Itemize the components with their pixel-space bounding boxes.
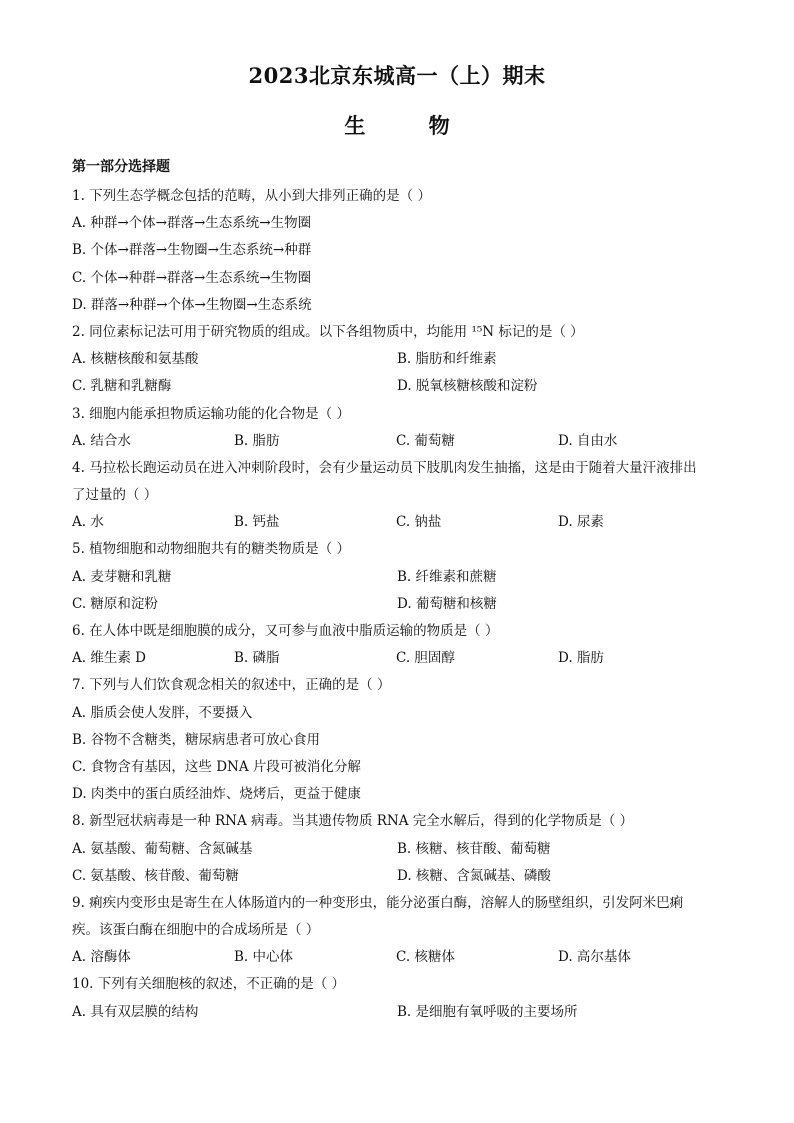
option: B. 磷脂	[234, 650, 280, 667]
question-stem: 5. 植物细胞和动物细胞共有的糖类物质是（ ）	[72, 541, 350, 558]
option: C. 氨基酸、核苷酸、葡萄糖	[72, 867, 239, 884]
option: C. 糖原和淀粉	[72, 595, 158, 612]
option: A. 种群→个体→群落→生态系统→生物圈	[72, 215, 312, 232]
question-stem: 4. 马拉松长跑运动员在进入冲刺阶段时，会有少量运动员下肢肌肉发生抽搐，这是由于随着大量汗液排出	[72, 459, 697, 476]
question-list	[72, 183, 732, 1026]
option: D. 核糖、含氮碱基、磷酸	[397, 867, 551, 884]
option: C. 钠盐	[396, 514, 442, 531]
question-stem: 9. 痢疾内变形虫是寄生在人体肠道内的一种变形虫，能分泌蛋白酶，溶解人的肠壁组织，引发阿米巴痢	[72, 894, 684, 911]
question-stem: 疾。该蛋白酶在细胞中的合成场所是（ ）	[72, 922, 320, 939]
option-row	[72, 645, 732, 672]
option: B. 纤维素和蔗糖	[397, 568, 497, 585]
question-stem: 2. 同位素标记法可用于研究物质的组成。以下各组物质中，均能用 ¹⁵N 标记的是（ ）	[72, 323, 584, 340]
option: C. 食物含有基因，这些 DNA 片段可被消化分解	[72, 758, 361, 775]
question-stem: 1. 下列生态学概念包括的范畴，从小到大排列正确的是（ ）	[72, 188, 431, 204]
question-stem: 10. 下列有关细胞核的叙述，不正确的是（ ）	[72, 976, 346, 993]
option-row	[72, 509, 732, 536]
option: D. 群落→种群→个体→生物圈→生态系统	[72, 296, 312, 313]
option-row	[72, 373, 732, 400]
option: D. 脱氧核糖核酸和淀粉	[397, 378, 538, 395]
option: C. 个体→种群→群落→生态系统→生物圈	[72, 269, 312, 286]
option: C. 葡萄糖	[396, 432, 455, 449]
option: B. 谷物不含糖类，糖尿病患者可放心食用	[72, 731, 321, 748]
option: A. 脂质会使人发胖，不要摄入	[72, 704, 253, 721]
option: D. 高尔基体	[558, 949, 631, 966]
subject-title: 生 物	[344, 113, 478, 138]
option: A. 氨基酸、葡萄糖、含氮碱基	[72, 840, 253, 857]
option: B. 核糖、核苷酸、葡萄糖	[397, 840, 551, 857]
option: D. 自由水	[558, 432, 618, 449]
section-title: 第一部分选择题	[72, 159, 170, 175]
page-title: 2023北京东城高一（上）期末	[248, 63, 546, 88]
option: C. 乳糖和乳糖酶	[72, 378, 172, 395]
option: B. 个体→群落→生物圈→生态系统→种群	[72, 242, 312, 259]
question-stem: 7. 下列与人们饮食观念相关的叙述中，正确的是（ ）	[72, 677, 391, 694]
option-row	[72, 428, 732, 455]
question-stem: 8. 新型冠状病毒是一种 RNA 病毒。当其遗传物质 RNA 完全水解后，得到的化学物质是（ ）	[72, 813, 634, 830]
option: A. 具有双层膜的结构	[72, 1003, 199, 1020]
option: A. 麦芽糖和乳糖	[72, 568, 172, 585]
option-row	[72, 836, 732, 863]
option: D. 肉类中的蛋白质经油炸、烧烤后，更益于健康	[72, 786, 361, 803]
option: A. 结合水	[72, 432, 131, 449]
option: A. 核糖核酸和氨基酸	[72, 351, 199, 368]
option: B. 是细胞有氧呼吸的主要场所	[397, 1003, 578, 1020]
option: B. 脂肪	[234, 432, 280, 449]
option: A. 维生素 D	[72, 650, 146, 667]
option: D. 脂肪	[558, 650, 604, 667]
option-row	[72, 944, 732, 971]
question-stem: 6. 在人体中既是细胞膜的成分，又可参与血液中脂质运输的物质是（ ）	[72, 623, 499, 639]
option: B. 钙盐	[234, 514, 280, 531]
option-row	[72, 999, 732, 1026]
option-row	[72, 346, 732, 373]
option: B. 中心体	[234, 949, 294, 966]
question-stem: 3. 细胞内能承担物质运输功能的化合物是（ ）	[72, 405, 350, 422]
option: A. 水	[72, 514, 104, 531]
option: A. 溶酶体	[72, 949, 131, 966]
option: D. 尿素	[558, 514, 604, 531]
option: B. 脂肪和纤维素	[397, 351, 497, 368]
option-row	[72, 863, 732, 890]
option: C. 胆固醇	[396, 650, 455, 667]
option: C. 核糖体	[396, 949, 455, 966]
option: D. 葡萄糖和核糖	[397, 595, 497, 612]
option-row	[72, 564, 732, 591]
option-row	[72, 591, 732, 618]
question-stem: 了过量的（ ）	[72, 487, 158, 504]
